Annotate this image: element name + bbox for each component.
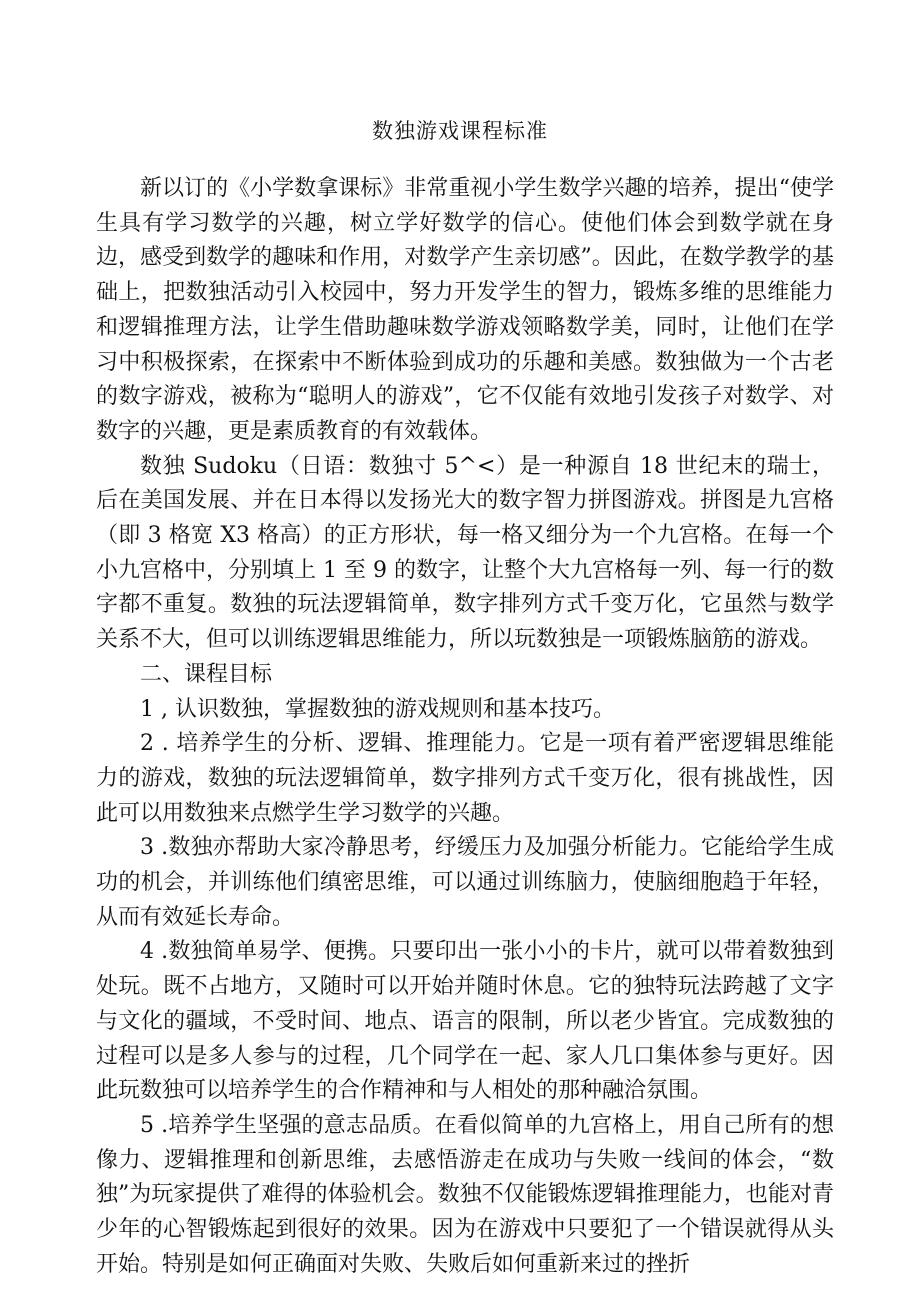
paragraph-intro: 新以订的《小学数拿课标》非常重视小学生数学兴趣的培养，提出“使学生具有学习数学的兴趣，树立学好数学的信心。使他们体会到数学就在身边，感受到数学的趣味和作用，对数学产生亲切感”。因此，在数学教学的基础上，把数独活动引入校园中，努力开发学生的智力，锻炼多维的思维能力和逻辑推理方法，让学生借助趣味数学游戏领略数学美，同时，让他们在学习中积极探索，在探索中不断体验到成功的乐趣和美感。数独做为一个古老的数字游戏，被称为“聪明人的游戏”，它不仅能有效地引发孩子对数学、对数字的兴趣，更是素质教育的有效载体。 (96, 176, 834, 444)
goal-item-4: 4 .数独简单易学、便携。只要印出一张小小的卡片，就可以带着数独到处玩。既不占地方，又随时可以开始并随时休息。它的独特玩法跨越了文字与文化的疆域，不受时间、地点、语言的限制，所以老少皆宜。完成数独的过程可以是多人参与的过程，几个同学在一起、家人几口集体参与更好。因此玩数独可以培养学生的合作精神和与人相处的那种融洽氛围。 (96, 939, 834, 1104)
section-heading-course-goals: 二、课程目标 (140, 661, 273, 687)
goal-item-2: 2 . 培养学生的分析、逻辑、推理能力。它是一项有着严密逻辑思维能力的游戏，数独的玩法逻辑简单，数字排列方式千变万化，很有挑战性，因此可以用数独来点燃学生学习数学的兴趣。 (96, 731, 834, 826)
paragraph-sudoku-definition: 数独 Sudoku（日语：数独寸 5^<）是一种源自 18 世纪末的瑞士，后在美国发展、并在日本得以发扬光大的数字智力拼图游戏。拼图是九宫格（即 3 格宽 X3 格高）的正方形状，每一格又细分为一个九宫格。在每一个小九宫格中，分别填上 1 至 9 的数字，让整个大九宫格每一列、每一行的数字都不重复。数独的玩法逻辑简单，数字排列方式千变万化，它虽然与数学关系不大，但可以训练逻辑思维能力，所以玩数独是一项锻炼脑筋的游戏。 (96, 453, 834, 653)
document-body (96, 172, 834, 1283)
document-title: 数独游戏课程标准 (372, 119, 548, 143)
goal-item-5: 5 .培养学生坚强的意志品质。在看似简单的九宫格上，用自己所有的想像力、逻辑推理和创新思维，去感悟游走在成功与失败一线间的体会，“数独”为玩家提供了难得的体验机会。数独不仅能锻炼逻辑推理能力，也能对青少年的心智锻炼起到很好的效果。因为在游戏中只要犯了一个错误就得从头开始。特别是如何正确面对失败、失败后如何重新来过的挫折 (96, 1112, 834, 1277)
goal-item-3: 3 .数独亦帮助大家冷静思考，纾缓压力及加强分析能力。它能给学生成功的机会，并训练他们缜密思维，可以通过训练脑力，使脑细胞趋于年轻，从而有效延长寿命。 (96, 835, 834, 930)
goal-item-1: 1 , 认识数独，掌握数独的游戏规则和基本技巧。 (140, 696, 615, 722)
